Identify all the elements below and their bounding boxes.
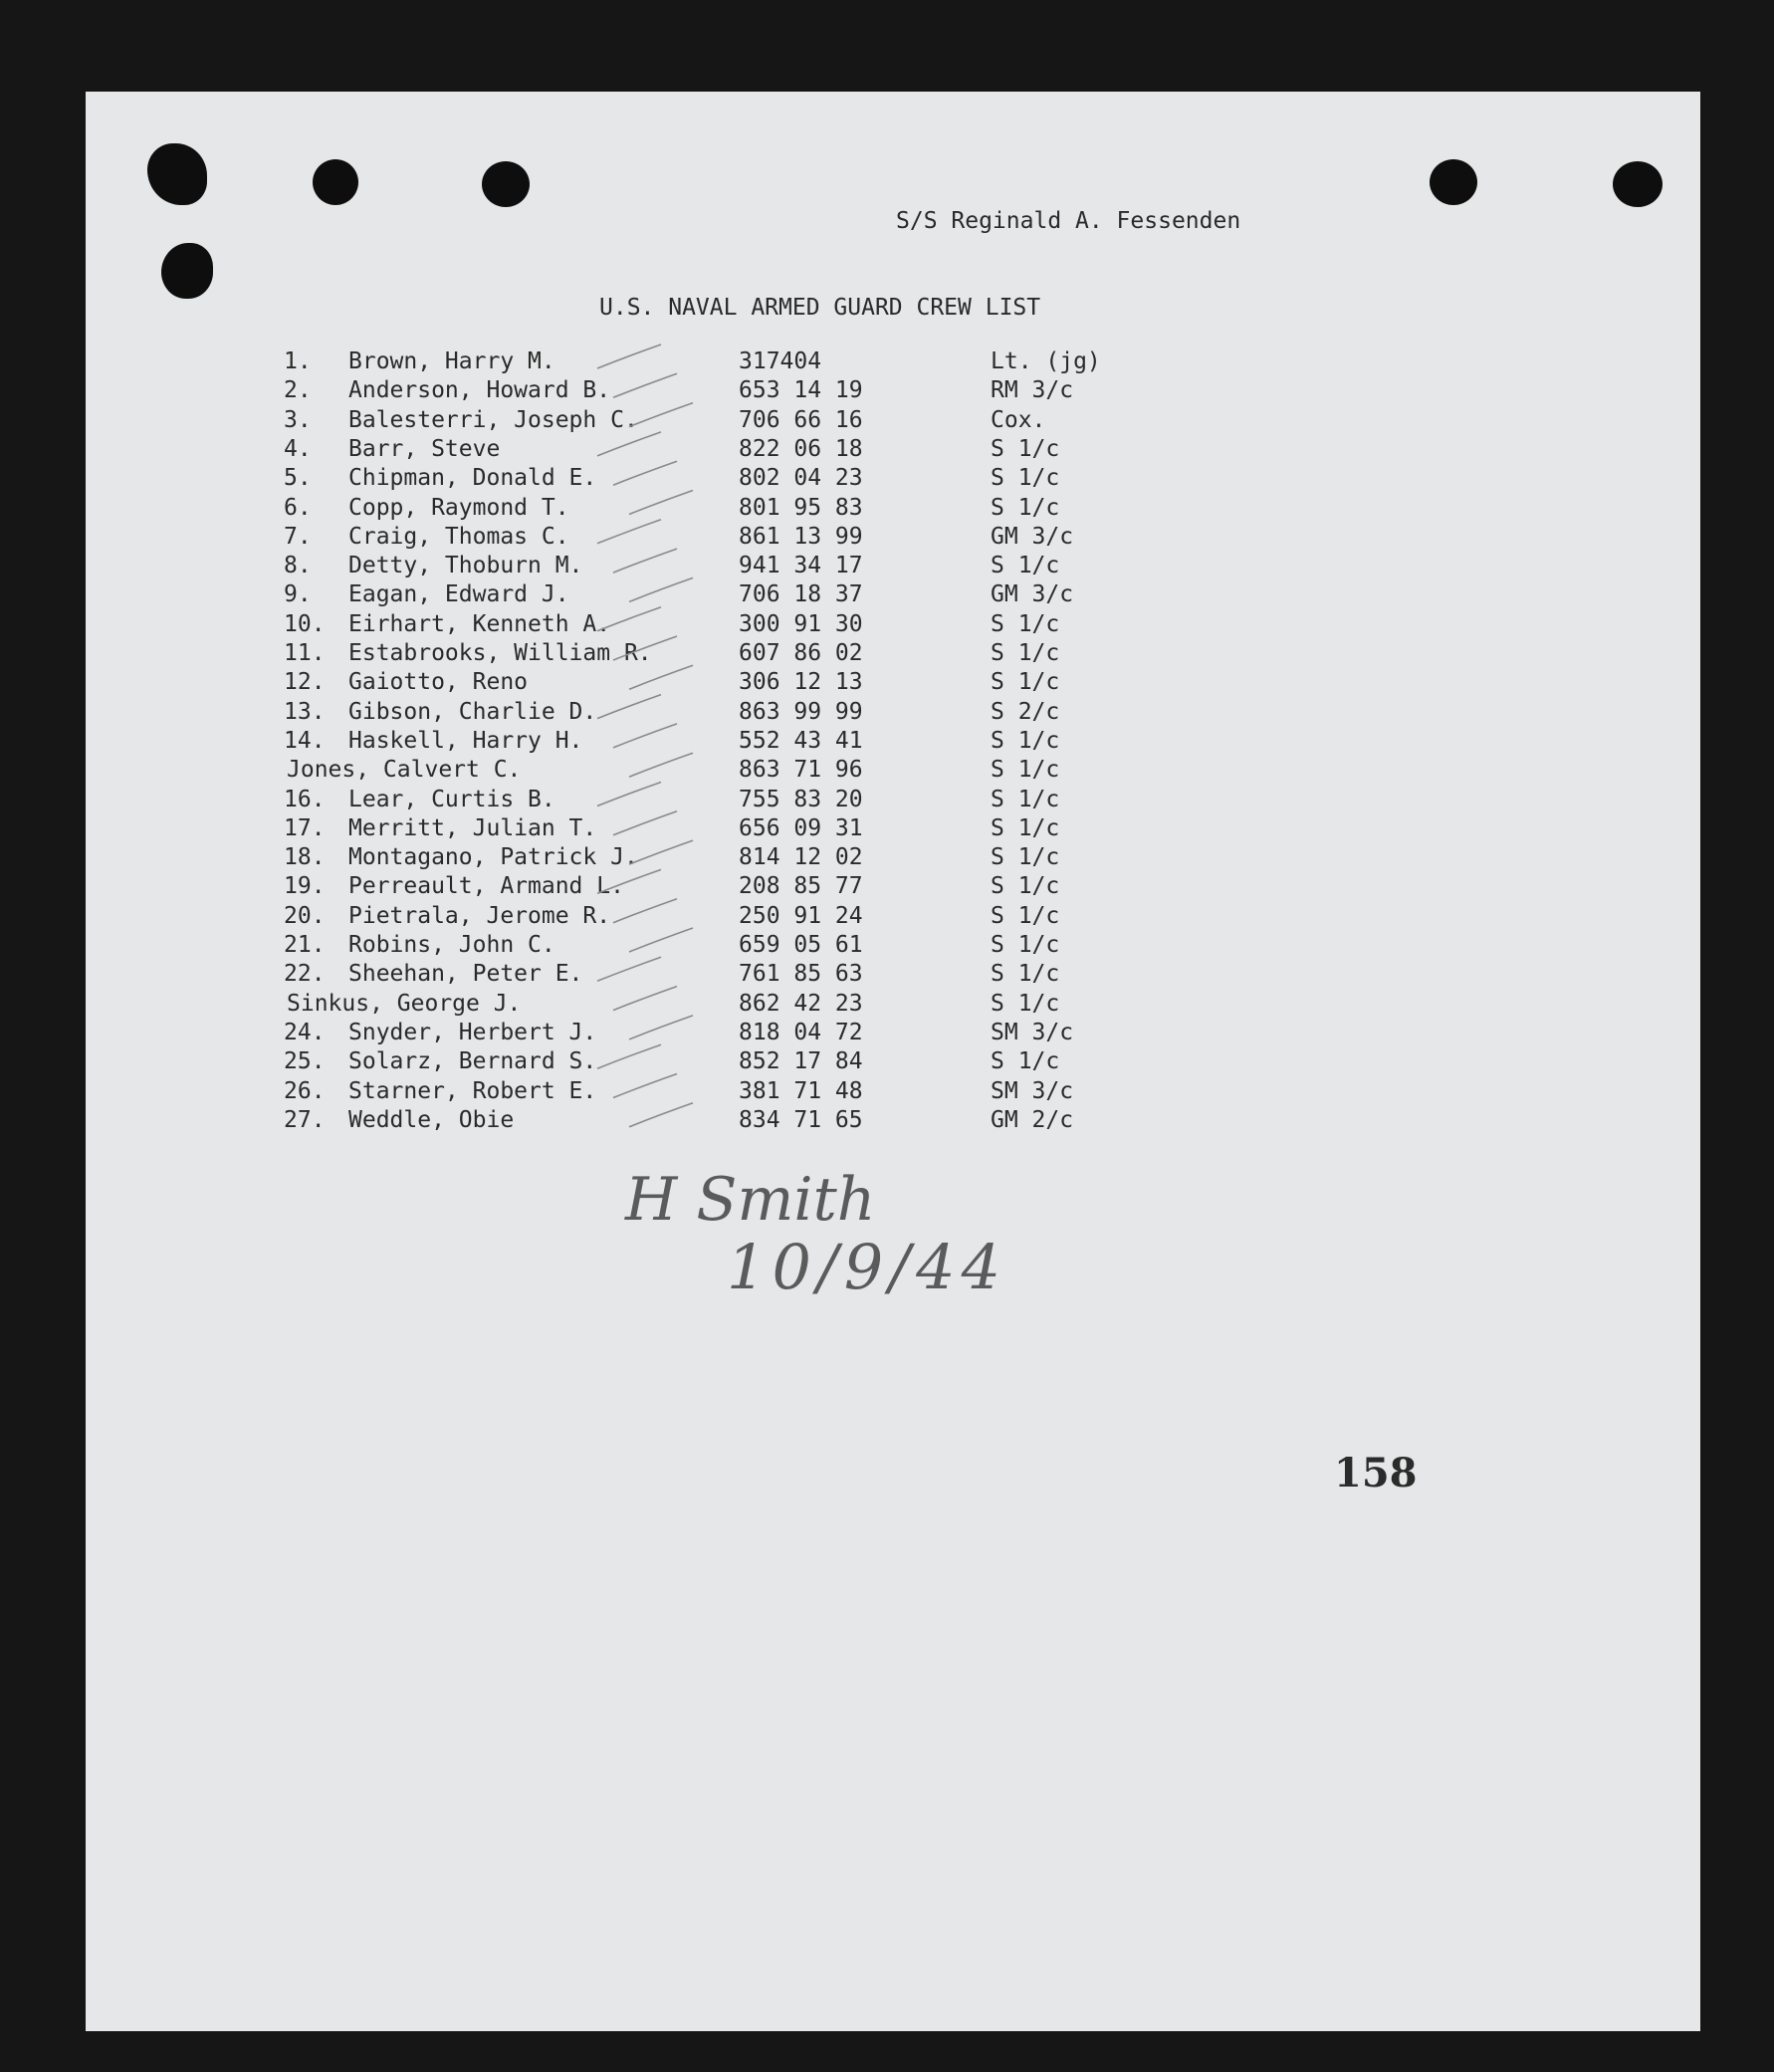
crew-rate: SM 3/c — [991, 1019, 1074, 1045]
crew-rate: S 1/c — [991, 465, 1060, 492]
crew-name: Balesterri, Joseph C. — [348, 406, 638, 433]
crew-rate: S 2/c — [991, 698, 1060, 725]
check-tick — [629, 577, 693, 601]
crew-name: Sinkus, George J. — [287, 990, 522, 1017]
crew-number: 12. — [284, 669, 326, 696]
crew-name: Detty, Thoburn M. — [348, 553, 583, 579]
crew-name: Snyder, Herbert J. — [348, 1019, 597, 1045]
check-tick — [613, 724, 677, 748]
crew-service-number: 607 86 02 — [739, 640, 863, 666]
crew-service-number: 552 43 41 — [739, 727, 863, 754]
crew-service-number: 653 14 19 — [739, 377, 863, 404]
check-tick — [629, 753, 693, 777]
check-tick — [613, 461, 677, 485]
crew-name: Solarz, Bernard S. — [348, 1048, 597, 1075]
crew-rate: S 1/c — [991, 435, 1060, 462]
crew-service-number: 863 71 96 — [739, 757, 863, 784]
crew-number: 22. — [284, 961, 326, 988]
crew-rate: S 1/c — [991, 669, 1060, 696]
crew-service-number: 834 71 65 — [739, 1106, 863, 1133]
crew-number: 8. — [284, 553, 312, 579]
crew-service-number: 861 13 99 — [739, 523, 863, 550]
crew-number: 1. — [284, 348, 312, 374]
check-tick — [629, 665, 693, 689]
crew-number: 20. — [284, 902, 326, 929]
crew-service-number: 656 09 31 — [739, 814, 863, 841]
check-tick — [597, 783, 661, 806]
crew-rate: S 1/c — [991, 873, 1060, 900]
crew-rate: GM 3/c — [991, 581, 1074, 608]
crew-number: 21. — [284, 932, 326, 958]
crew-rate: S 1/c — [991, 757, 1060, 784]
check-tick — [597, 869, 661, 893]
crew-service-number: 801 95 83 — [739, 494, 863, 521]
crew-service-number: 317404 — [739, 348, 822, 374]
crew-service-number: 300 91 30 — [739, 610, 863, 637]
crew-rate: SM 3/c — [991, 1077, 1074, 1104]
crew-name: Barr, Steve — [348, 435, 501, 462]
crew-number: 7. — [284, 523, 312, 550]
vessel-name: S/S Reginald A. Fessenden — [896, 208, 1241, 234]
crew-number: 14. — [284, 727, 326, 754]
crew-number: 27. — [284, 1106, 326, 1133]
crew-service-number: 941 34 17 — [739, 553, 863, 579]
handwritten-signature: H Smith — [625, 1165, 876, 1235]
crew-number: 19. — [284, 873, 326, 900]
check-tick — [629, 491, 693, 515]
crew-rate: RM 3/c — [991, 377, 1074, 404]
crew-service-number: 706 18 37 — [739, 581, 863, 608]
crew-number: 4. — [284, 435, 312, 462]
crew-rate: S 1/c — [991, 990, 1060, 1017]
check-tick — [613, 373, 677, 397]
crew-name: Chipman, Donald E. — [348, 465, 597, 492]
check-tick — [629, 928, 693, 952]
crew-number: 6. — [284, 494, 312, 521]
crew-service-number: 755 83 20 — [739, 786, 863, 812]
crew-name: Copp, Raymond T. — [348, 494, 569, 521]
check-tick — [613, 811, 677, 835]
crew-name: Craig, Thomas C. — [348, 523, 569, 550]
check-tick — [597, 345, 661, 368]
crew-service-number: 706 66 16 — [739, 406, 863, 433]
check-tick — [629, 403, 693, 427]
check-tick — [613, 987, 677, 1011]
crew-rate: S 1/c — [991, 961, 1060, 988]
crew-rate: GM 3/c — [991, 523, 1074, 550]
crew-service-number: 659 05 61 — [739, 932, 863, 958]
crew-number: 13. — [284, 698, 326, 725]
crew-name: Pietrala, Jerome R. — [348, 902, 611, 929]
crew-name: Eagan, Edward J. — [348, 581, 569, 608]
crew-service-number: 822 06 18 — [739, 435, 863, 462]
crew-name: Merritt, Julian T. — [348, 814, 597, 841]
crew-name: Jones, Calvert C. — [287, 757, 522, 784]
crew-number: 18. — [284, 844, 326, 871]
crew-service-number: 250 91 24 — [739, 902, 863, 929]
crew-rate: Cox. — [991, 406, 1046, 433]
check-tick — [613, 899, 677, 923]
crew-number: 16. — [284, 786, 326, 812]
crew-number: 26. — [284, 1077, 326, 1104]
check-tick — [613, 636, 677, 660]
crew-name: Starner, Robert E. — [348, 1077, 597, 1104]
crew-rate: S 1/c — [991, 610, 1060, 637]
crew-name: Anderson, Howard B. — [348, 377, 611, 404]
crew-service-number: 863 99 99 — [739, 698, 863, 725]
crew-rate: S 1/c — [991, 814, 1060, 841]
crew-rate: S 1/c — [991, 1048, 1060, 1075]
crew-rate: Lt. (jg) — [991, 348, 1101, 374]
crew-rate: S 1/c — [991, 640, 1060, 666]
crew-service-number: 208 85 77 — [739, 873, 863, 900]
crew-rate: S 1/c — [991, 902, 1060, 929]
crew-rate: S 1/c — [991, 786, 1060, 812]
check-tick — [613, 549, 677, 573]
crew-name: Montagano, Patrick J. — [348, 844, 638, 871]
handwritten-date: 10/9/44 — [727, 1231, 1007, 1303]
check-tick — [597, 520, 661, 544]
check-tick — [629, 1103, 693, 1127]
crew-name: Lear, Curtis B. — [348, 786, 555, 812]
crew-number: 17. — [284, 814, 326, 841]
crew-service-number: 814 12 02 — [739, 844, 863, 871]
check-tick — [597, 432, 661, 456]
crew-name: Weddle, Obie — [348, 1106, 515, 1133]
crew-number: 5. — [284, 465, 312, 492]
crew-number: 3. — [284, 406, 312, 433]
crew-name: Haskell, Harry H. — [348, 727, 583, 754]
crew-rate: S 1/c — [991, 727, 1060, 754]
crew-service-number: 761 85 63 — [739, 961, 863, 988]
crew-service-number: 306 12 13 — [739, 669, 863, 696]
crew-service-number: 381 71 48 — [739, 1077, 863, 1104]
crew-name: Estabrooks, William R. — [348, 640, 652, 666]
crew-name: Brown, Harry M. — [348, 348, 555, 374]
crew-name: Sheehan, Peter E. — [348, 961, 583, 988]
crew-name: Eirhart, Kenneth A. — [348, 610, 611, 637]
crew-service-number: 802 04 23 — [739, 465, 863, 492]
crew-rate: S 1/c — [991, 553, 1060, 579]
crew-name: Perreault, Armand L. — [348, 873, 624, 900]
document-title: U.S. NAVAL ARMED GUARD CREW LIST — [599, 295, 1041, 321]
crew-number: 9. — [284, 581, 312, 608]
page-number: 158 — [1334, 1450, 1418, 1496]
crew-service-number: 852 17 84 — [739, 1048, 863, 1075]
crew-number: 10. — [284, 610, 326, 637]
check-tick — [613, 1074, 677, 1098]
crew-rate: S 1/c — [991, 844, 1060, 871]
crew-name: Gaiotto, Reno — [348, 669, 529, 696]
check-tick — [629, 840, 693, 864]
check-tick — [597, 957, 661, 981]
crew-name: Gibson, Charlie D. — [348, 698, 597, 725]
crew-rate: S 1/c — [991, 932, 1060, 958]
crew-service-number: 862 42 23 — [739, 990, 863, 1017]
crew-rate: S 1/c — [991, 494, 1060, 521]
crew-service-number: 818 04 72 — [739, 1019, 863, 1045]
check-tick — [597, 695, 661, 719]
crew-number: 2. — [284, 377, 312, 404]
check-tick — [629, 1016, 693, 1039]
crew-name: Robins, John C. — [348, 932, 555, 958]
crew-rate: GM 2/c — [991, 1106, 1074, 1133]
check-tick — [597, 1044, 661, 1068]
crew-number: 25. — [284, 1048, 326, 1075]
crew-number: 24. — [284, 1019, 326, 1045]
crew-number: 11. — [284, 640, 326, 666]
check-tick — [597, 607, 661, 631]
